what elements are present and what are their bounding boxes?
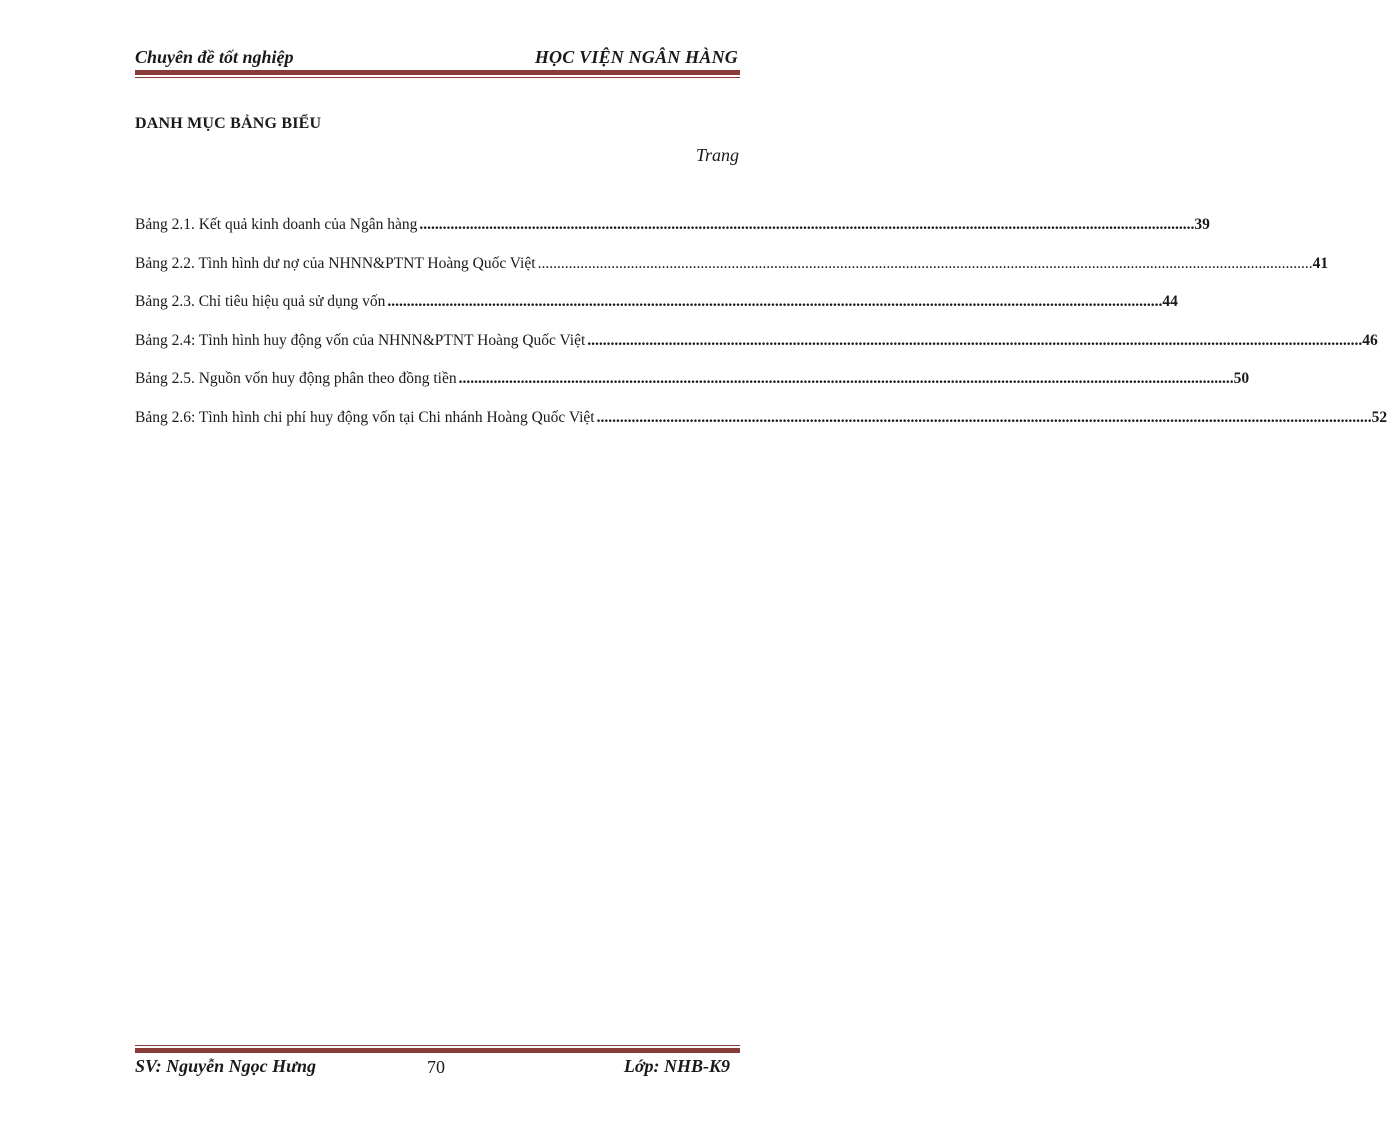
toc-entry[interactable]: [135, 331, 1378, 371]
toc-entry-label: Bảng 2.2. Tình hình dư nợ của NHNN&PTNT Hoàng Quốc Việt: [135, 254, 536, 272]
toc-entry-page: 52: [1371, 408, 1387, 426]
header-rule-thin: [135, 77, 740, 78]
toc-entry-label: Bảng 2.6: Tình hình chi phí huy động vốn tại Chi nhánh Hoàng Quốc Việt: [135, 408, 595, 426]
toc-dot-leader: ........................................................................................................................................................................................................: [537, 254, 1313, 272]
toc-entry-page: 50: [1233, 370, 1250, 387]
toc-entry-label: Bảng 2.3. Chỉ tiêu hiệu quả sử dụng vốn: [135, 293, 386, 310]
page-footer: [135, 1056, 740, 1078]
toc-dot-leader: ........................................................................................................................................................................................................: [387, 293, 1163, 310]
page-column-label: Trang: [695, 145, 739, 165]
toc-entry-page: 44: [1162, 293, 1178, 310]
footer-class-label: Lớp: NHB-K9: [623, 1056, 730, 1076]
toc-dot-leader: ........................................................................................................................................................................................................: [419, 216, 1195, 233]
toc-entry[interactable]: [135, 216, 1210, 255]
toc-entry-page: 46: [1362, 331, 1378, 349]
toc-entry[interactable]: [135, 254, 1329, 294]
header-left-text: Chuyên đề tốt nghiệp: [135, 47, 294, 67]
toc-entry[interactable]: [135, 408, 1387, 448]
toc-entry-label: Bảng 2.5. Nguồn vốn huy động phân theo đồng tiền: [135, 370, 457, 387]
toc-entry[interactable]: [135, 293, 1178, 332]
page-title: DANH MỤC BẢNG BIỂU: [135, 115, 322, 132]
header-right-text: HỌC VIỆN NGÂN HÀNG: [534, 47, 738, 67]
table-list: [135, 216, 1387, 447]
footer-rule-thick: [135, 1048, 740, 1053]
toc-entry-label: Bảng 2.4: Tình hình huy động vốn của NHNN&PTNT Hoàng Quốc Việt: [135, 331, 586, 349]
footer-page-number: 70: [427, 1057, 445, 1077]
footer-rule-thin: [135, 1045, 740, 1046]
toc-dot-leader: ........................................................................................................................................................................................................: [587, 331, 1363, 349]
toc-entry-page: 41: [1312, 254, 1329, 272]
toc-dot-leader: ........................................................................................................................................................................................................: [596, 408, 1372, 426]
page-header: [135, 47, 740, 69]
footer-student-name: SV: Nguyễn Ngọc Hưng: [135, 1056, 316, 1076]
toc-entry-page: 39: [1194, 216, 1210, 233]
header-rule-thick: [135, 70, 740, 75]
toc-dot-leader: ........................................................................................................................................................................................................: [458, 370, 1234, 387]
toc-entry[interactable]: [135, 370, 1250, 409]
toc-entry-label: Bảng 2.1. Kết quả kinh doanh của Ngân hàng: [135, 216, 418, 233]
